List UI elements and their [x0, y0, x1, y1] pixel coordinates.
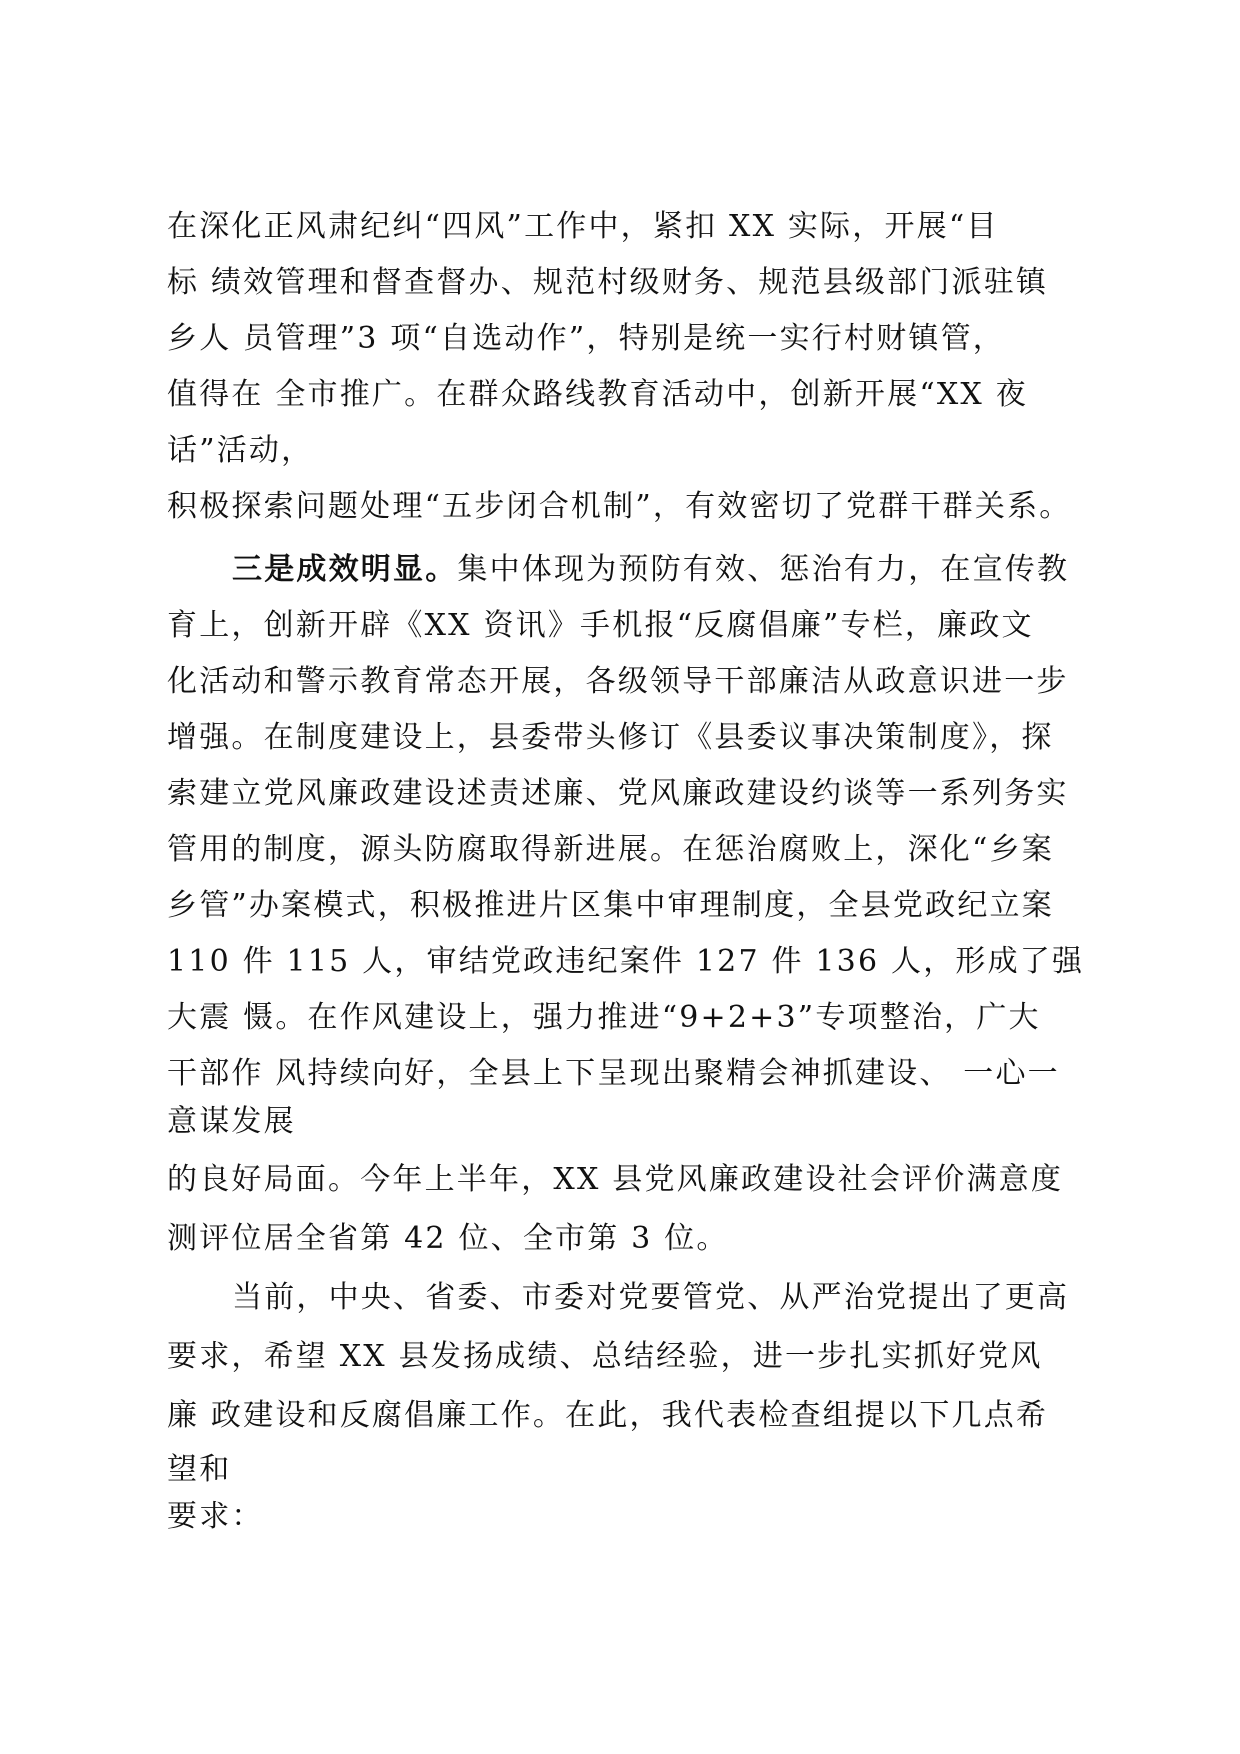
- text-line: 意谋发展: [167, 1104, 296, 1139]
- text-line: 要求：: [167, 1499, 264, 1534]
- paragraph-text: 集中体现为预防有效、惩治有力，在宣传教: [457, 552, 1070, 587]
- text-line: 廉 政建设和反腐倡廉工作。在此，我代表检查组提以下几点希: [167, 1398, 1049, 1433]
- text-line: 管用的制度，源头防腐取得新进展。在惩治腐败上，深化“乡案: [167, 832, 1054, 867]
- text-line: 110 件 115 人，审结党政违纪案件 127 件 136 人，形成了强: [167, 944, 1085, 979]
- text-line: 望和: [167, 1452, 232, 1487]
- text-line: 标 绩效管理和督查督办、规范村级财务、规范县级部门派驻镇: [167, 265, 1049, 300]
- text-line: 增强。在制度建设上，县委带头修订《县委议事决策制度》，探: [167, 720, 1054, 755]
- text-line: 积极探索问题处理“五步闭合机制”，有效密切了党群干群关系。: [167, 489, 1072, 524]
- text-line: 话”活动，: [167, 433, 314, 468]
- text-line: 在深化正风肃纪纠“四风”工作中，紧扣 XX 实际，开展“目: [167, 209, 999, 244]
- text-line: 值得在 全市推广。在群众路线教育活动中，创新开展“XX 夜: [167, 377, 1028, 412]
- text-line: 测评位居全省第 42 位、全市第 3 位。: [167, 1221, 729, 1256]
- text-line: 乡人 员管理”3 项“自选动作”，特别是统一实行村财镇管，: [167, 321, 1005, 356]
- paragraph-heading: 三是成效明显。: [232, 552, 458, 587]
- text-line: 要求，希望 XX 县发扬成绩、总结经验，进一步扎实抓好党风: [167, 1339, 1043, 1374]
- text-line: 大震 慑。在作风建设上，强力推进“9+2+3”专项整治，广大: [167, 1000, 1041, 1035]
- text-line: 当前，中央、省委、市委对党要管党、从严治党提出了更高: [232, 1280, 1070, 1315]
- text-line: 的良好局面。今年上半年，XX 县党风廉政建设社会评价满意度: [167, 1162, 1064, 1197]
- text-line: 育上，创新开辟《XX 资讯》手机报“反腐倡廉”专栏，廉政文: [167, 608, 1034, 643]
- text-line: 索建立党风廉政建设述责述廉、党风廉政建设约谈等一系列务实: [167, 776, 1069, 811]
- text-line: 干部作 风持续向好，全县上下呈现出聚精会神抓建设、 一心一: [167, 1056, 1060, 1091]
- text-line: 乡管”办案模式，积极推进片区集中审理制度，全县党政纪立案: [167, 888, 1054, 923]
- paragraph-3-first-line: [232, 550, 1069, 590]
- text-line: 化活动和警示教育常态开展，各级领导干部廉洁从政意识进一步: [167, 664, 1069, 699]
